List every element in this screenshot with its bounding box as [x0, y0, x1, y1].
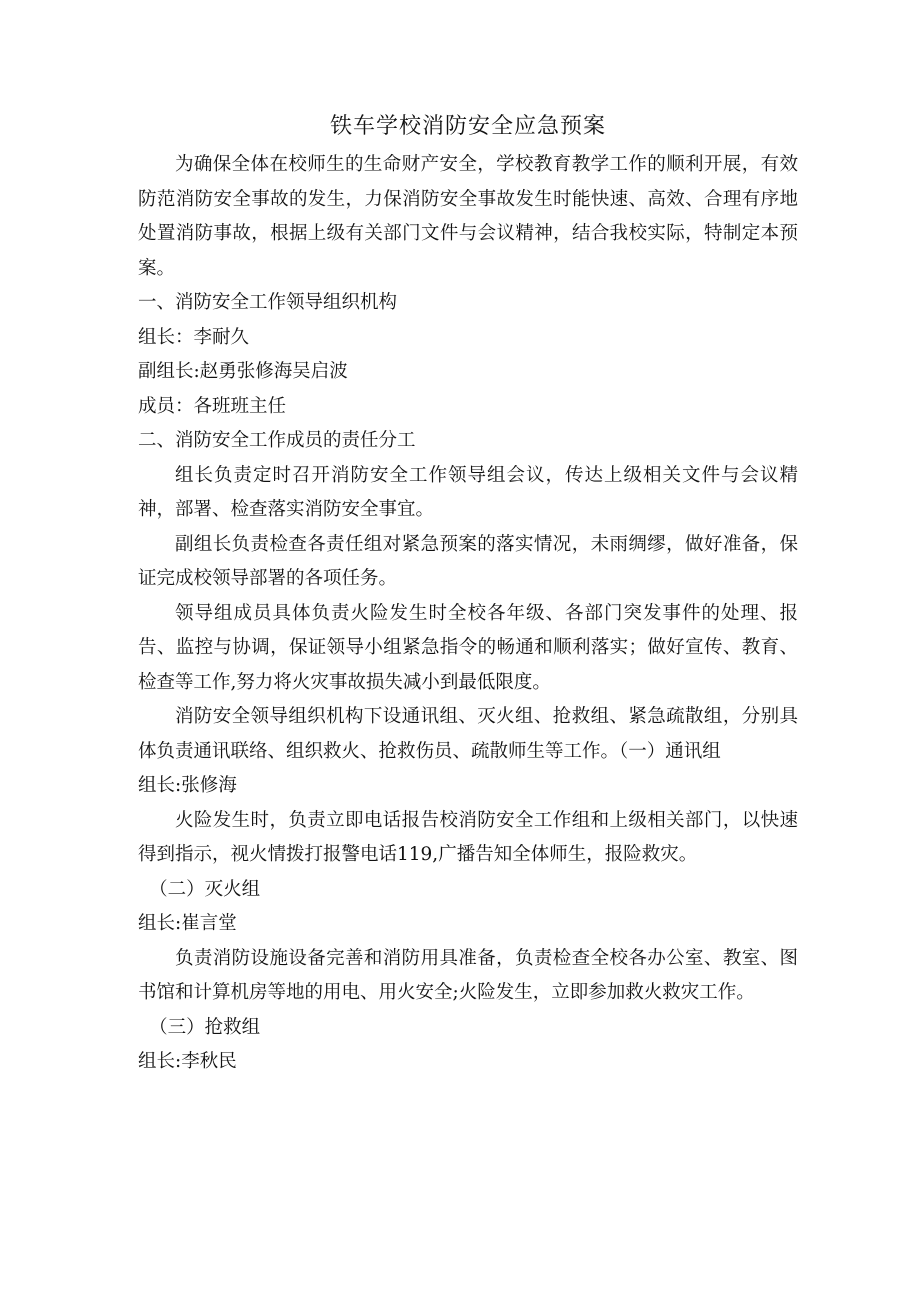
section2-heading: 二、消防安全工作成员的责任分工	[138, 430, 416, 451]
document-page	[138, 110, 798, 1080]
comm-group-duty: 火险发生时，负责立即电话报告校消防安全工作组和上级相关部门，以快速得到指示，视火情拨打报警电话119,广播告知全体师生，报险救灾。	[138, 809, 798, 865]
intro-paragraph: 为确保全体在校师生的生命财产安全，学校教育教学工作的顺利开展，有效防范消防安全事故的发生，力保消防安全事故发生时能快速、高效、合理有序地处置消防事故，根据上级有关部门文件与会议精神，结合我校实际，特制定本预案。	[138, 154, 798, 279]
section2-paragraph-1: 组长负责定时召开消防安全工作领导组会议，传达上级相关文件与会议精神，部署、检查落实消防安全事宜。	[138, 464, 798, 520]
deputy-leader-line: 副组长:赵勇张修海吴启波	[138, 361, 348, 382]
section2-paragraph-3: 领导组成员具体负责火险发生时全校各年级、各部门突发事件的处理、报告、监控与协调，保证领导小组紧急指令的畅通和顺利落实；做好宣传、教育、检查等工作,努力将火灾事故损失减小到最低限度。	[138, 602, 798, 693]
fire-group-duty: 负责消防设施设备完善和消防用具准备，负责检查全校各办公室、教室、图书馆和计算机房等地的用电、用火安全;火险发生，立即参加救火救灾工作。	[138, 947, 798, 1003]
document-title: 铁车学校消防安全应急预案	[329, 114, 606, 139]
rescue-group-leader: 组长:李秋民	[138, 1051, 237, 1072]
members-line: 成员：各班班主任	[138, 395, 287, 417]
section2-paragraph-4: 消防安全领导组织机构下设通讯组、灭火组、抢救组、紧急疏散组，分别具体负责通讯联络、组织救火、抢救伤员、疏散师生等工作。（一）通讯组	[138, 706, 798, 762]
section1-heading: 一、消防安全工作领导组织机构	[138, 292, 398, 313]
fire-group-heading: （二）灭火组	[149, 878, 261, 900]
section2-paragraph-2: 副组长负责检查各责任组对紧急预案的落实情况，未雨绸缪，做好准备，保证完成校领导部署的各项任务。	[138, 533, 798, 589]
rescue-group-heading: （三）抢救组	[149, 1016, 261, 1038]
comm-group-leader: 组长:张修海	[138, 775, 237, 796]
fire-group-leader: 组长:崔言堂	[138, 913, 237, 934]
leader-line: 组长：李耐久	[138, 326, 250, 348]
